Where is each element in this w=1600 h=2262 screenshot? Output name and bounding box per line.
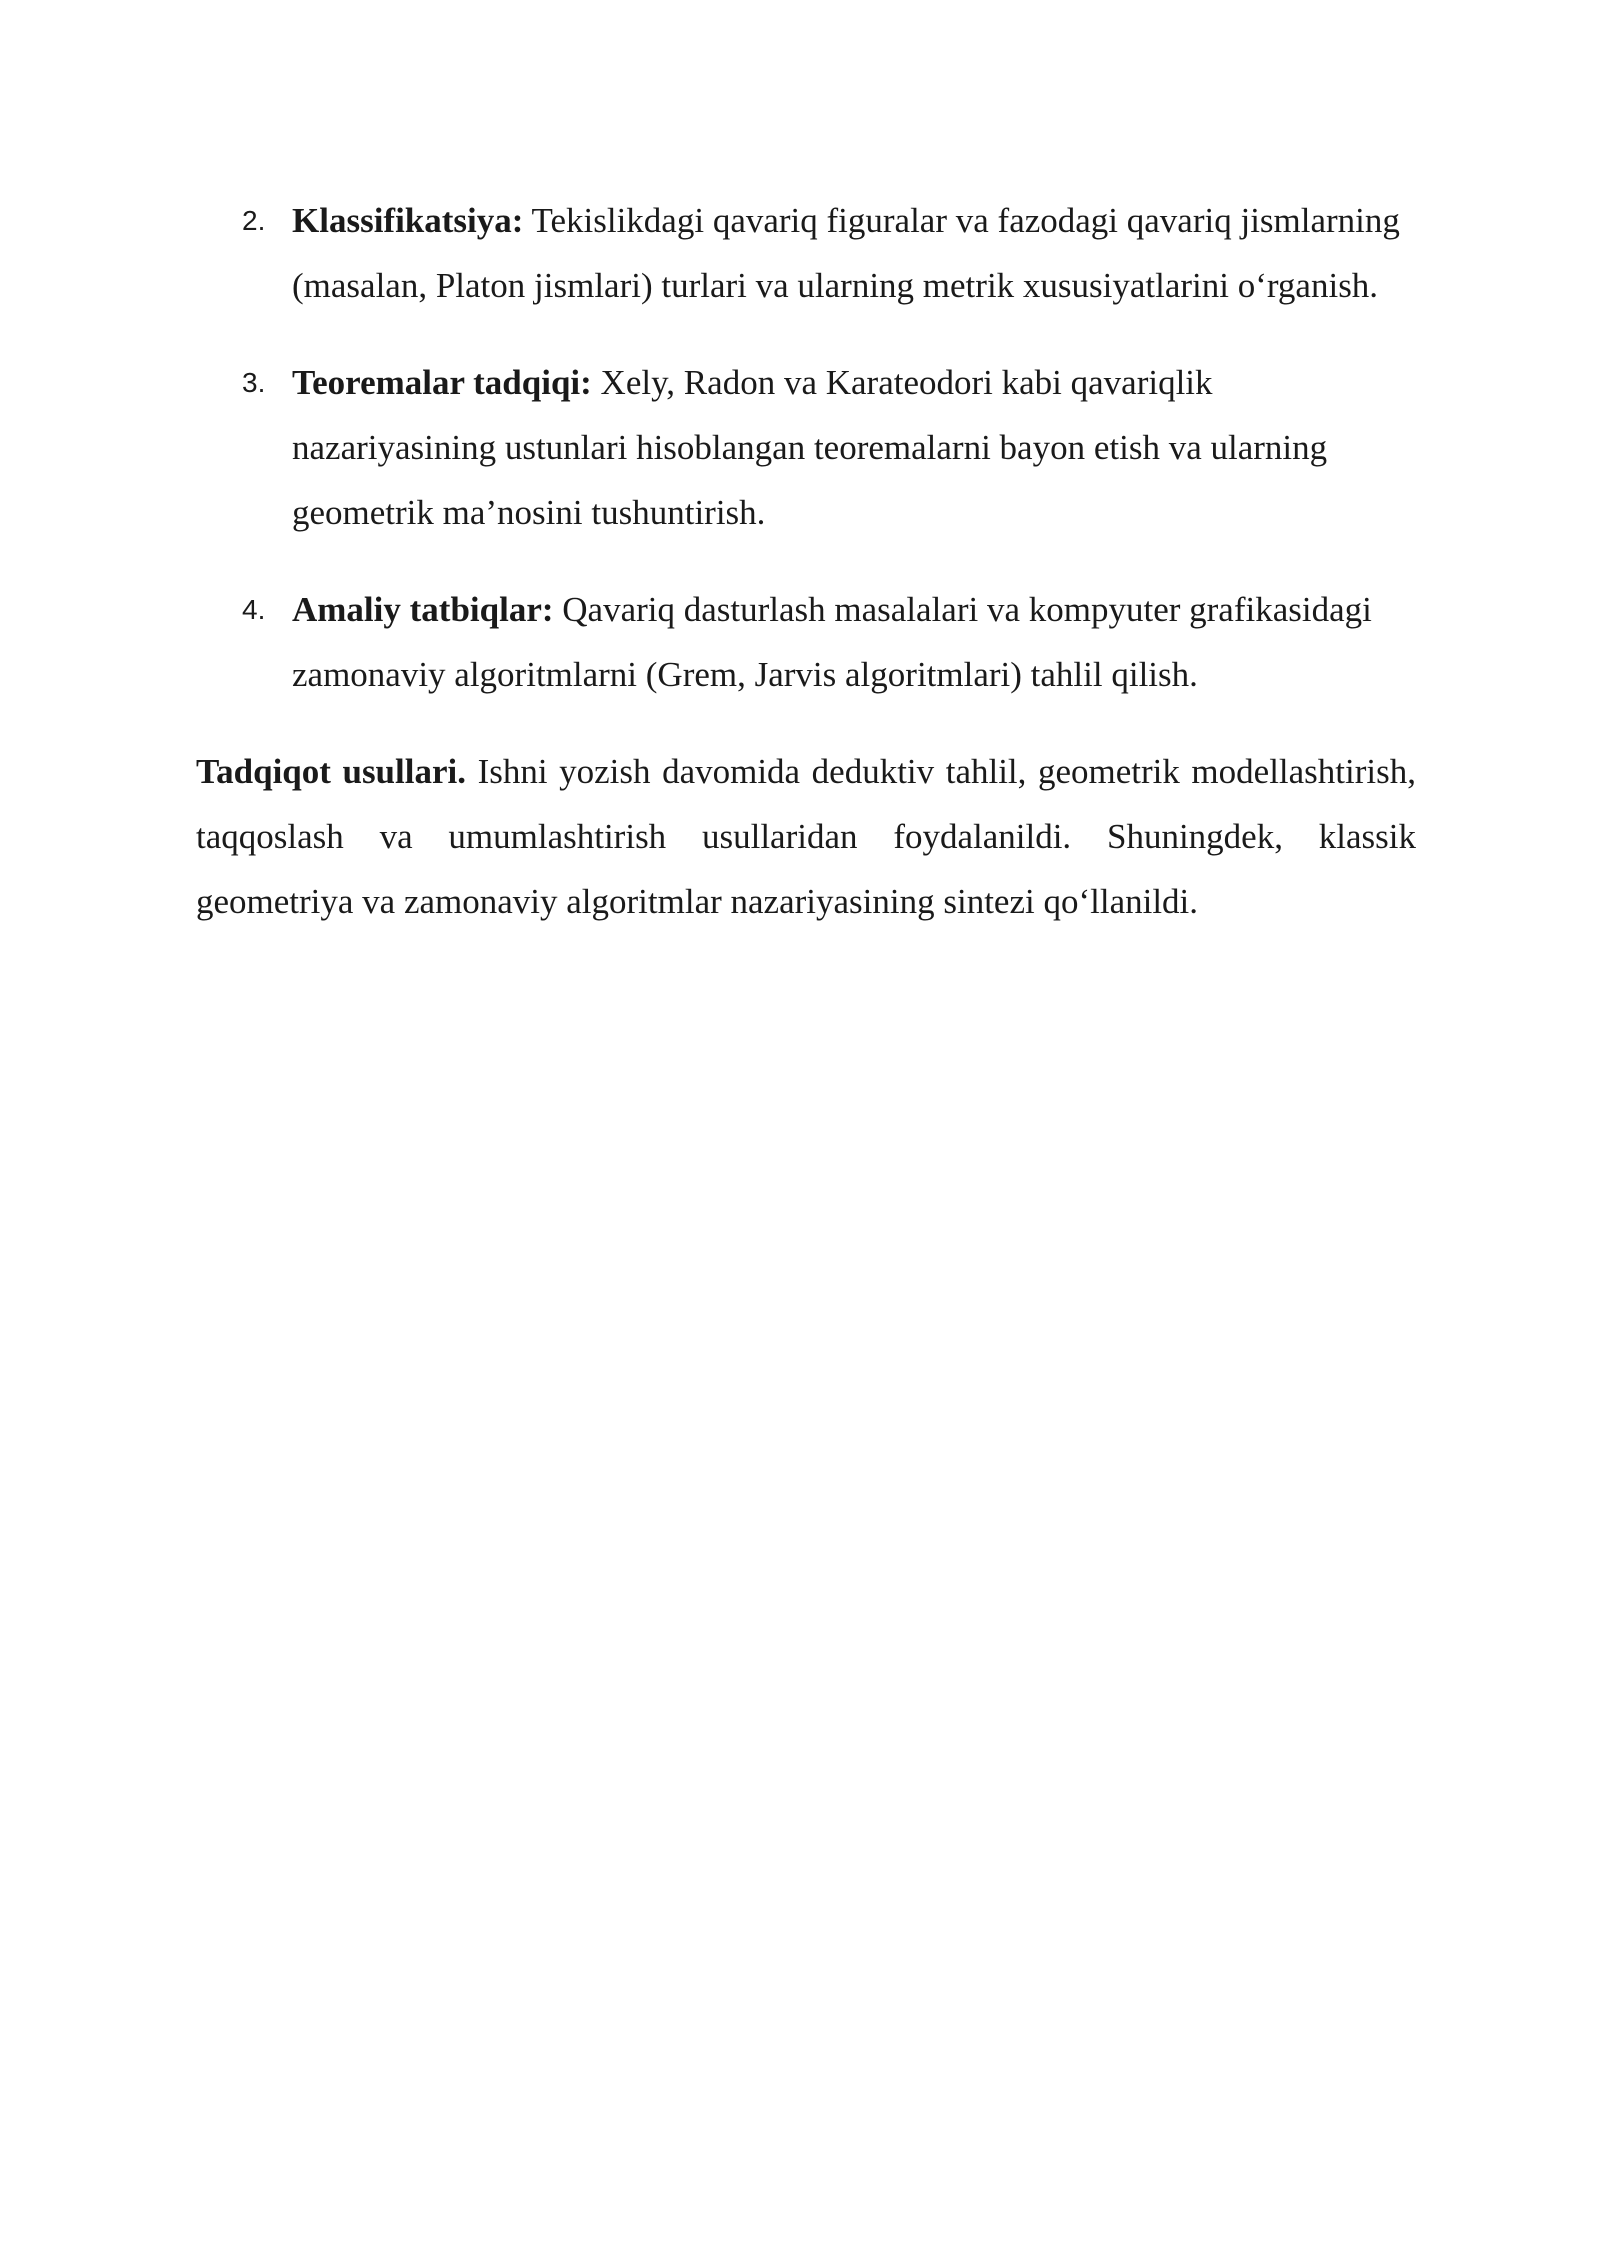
page-content xyxy=(196,188,1416,934)
list-item-heading: Klassifikatsiya: xyxy=(292,201,524,240)
list-item xyxy=(196,188,1416,318)
research-methods-heading: Tadqiqot usullari. xyxy=(196,752,466,791)
list-item-body: Xely, Radon va Karateodori kabi qavariqlik nazariyasining ustunlari hisoblangan teoremalarni bayon etish va ularning geometrik ma’nosini tushuntirish. xyxy=(292,363,1328,532)
list-item-body: Tekislikdagi qavariq figuralar va fazodagi qavariq jismlarning (masalan, Platon jismlari) turlari va ularning metrik xususiyatlarini o‘rganish. xyxy=(292,201,1400,305)
list-item-text xyxy=(292,188,1422,318)
list-item xyxy=(196,577,1416,707)
list-item-number: 3. xyxy=(242,367,266,398)
research-methods-paragraph xyxy=(196,739,1416,934)
research-methods-text: Ishni yozish davomida deduktiv tahlil, geometrik modellashtirish, taqqoslash va umumlashtirish usullaridan foydalanildi. Shuningdek, klassik geometriya va zamonaviy algoritmlar nazariyasining sintezi qo‘llanildi. xyxy=(196,752,1416,921)
list-item-number: 2. xyxy=(242,205,266,236)
list-item-number: 4. xyxy=(242,594,266,625)
list-item-heading: Teoremalar tadqiqi: xyxy=(292,363,592,402)
list-item-text xyxy=(292,577,1422,707)
list-item xyxy=(196,350,1416,545)
list-item-heading: Amaliy tatbiqlar: xyxy=(292,590,554,629)
list-item-text xyxy=(292,350,1422,545)
objectives-list xyxy=(196,188,1416,707)
list-item-body: Qavariq dasturlash masalalari va kompyuter grafikasidagi zamonaviy algoritmlarni (Grem, Jarvis algoritmlari) tahlil qilish. xyxy=(292,590,1372,694)
